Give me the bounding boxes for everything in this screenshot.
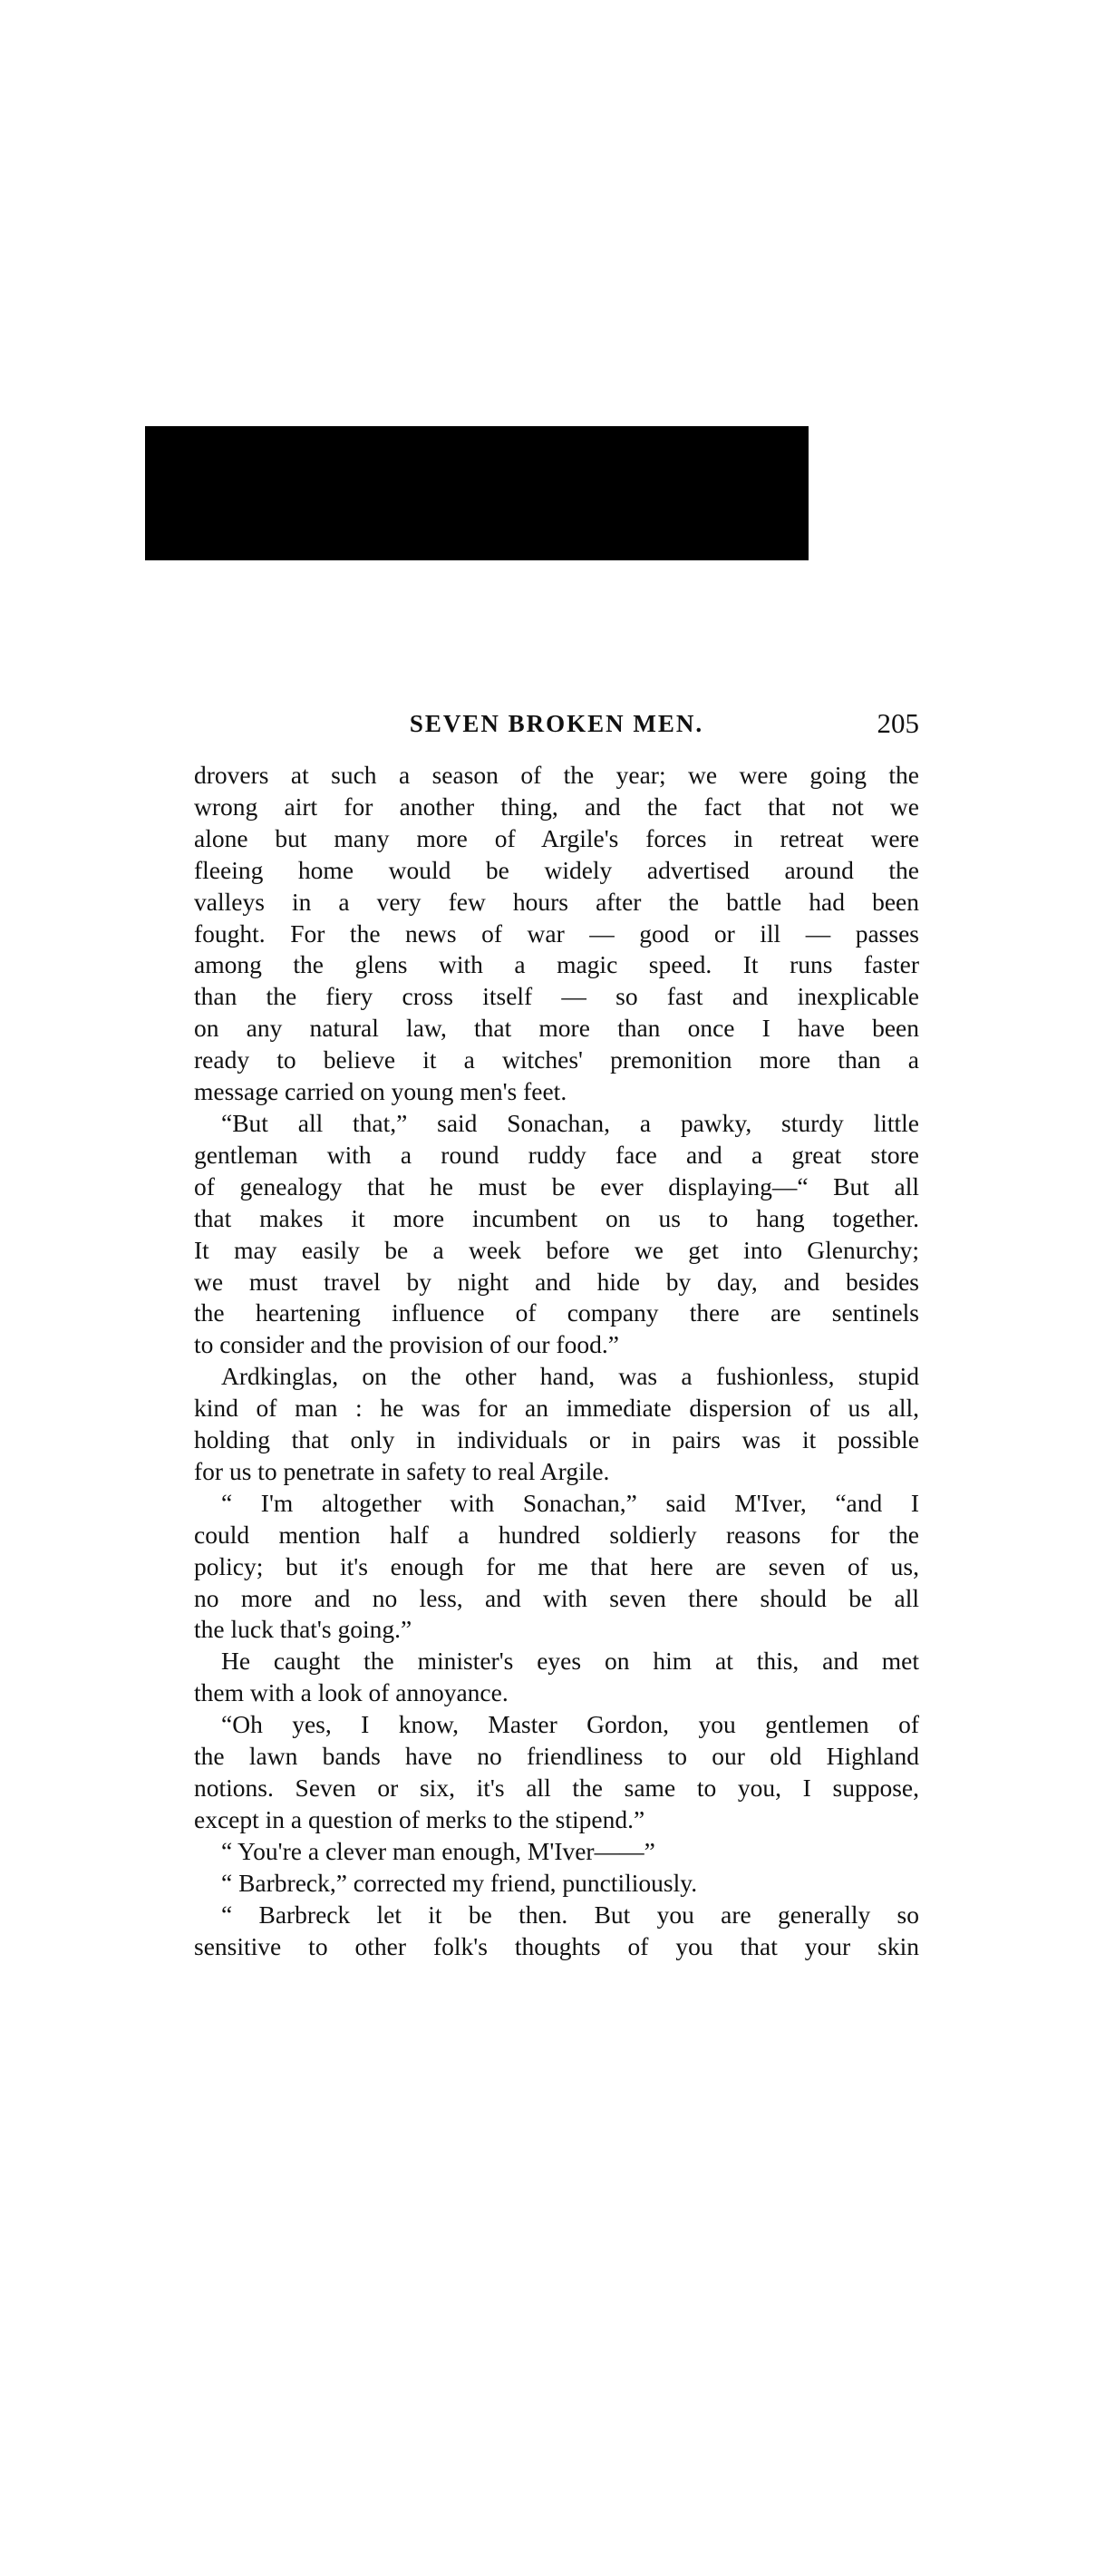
text-line: “ Barbreck,” corrected my friend, punctiliously. [221, 1868, 698, 1897]
text-line: alone but many more of Argile's forces in retreat were [194, 823, 919, 852]
text-line: kind of man : he was for an immediate dispersion of us all, [194, 1394, 919, 1423]
text-line: among the glens with a magic speed. It runs faster [194, 950, 919, 979]
text-line: the heartening influence of company there are sentinels [194, 1298, 919, 1327]
text-line: of genealogy that he must be ever displaying—“ But all [194, 1171, 919, 1201]
text-line: policy; but it's enough for me that here are seven of us, [194, 1551, 919, 1580]
text-line: fought. For the news of war — good or ill — passes [194, 919, 919, 948]
text-line: “ Barbreck let it be then. But you are generally so [221, 1900, 919, 1929]
text-line: on any natural law, that more than once I have been [194, 1014, 919, 1043]
text-line: “But all that,” said Sonachan, a pawky, sturdy little [221, 1108, 919, 1137]
text-line: that makes it more incumbent on us to hang together. [194, 1203, 919, 1232]
text-line: we must travel by night and hide by day, and besides [194, 1267, 919, 1296]
text-line: no more and no less, and with seven there should be all [194, 1583, 919, 1612]
redaction-block [145, 426, 809, 560]
text-line: except in a question of merks to the stipend.” [194, 1804, 645, 1833]
text-line: them with a look of annoyance. [194, 1678, 509, 1707]
text-line: for us to penetrate in safety to real Argile. [194, 1456, 610, 1485]
text-line: “ You're a clever man enough, M'Iver——” [221, 1836, 655, 1865]
page-number: 205 [877, 707, 919, 739]
running-title: SEVEN BROKEN MEN. [409, 710, 704, 737]
text-line: the lawn bands have no friendliness to our old Highland [194, 1742, 919, 1771]
text-line: fleeing home would be widely advertised around the [194, 855, 919, 884]
text-line: ready to believe it a witches' premonition more than a [194, 1045, 919, 1074]
text-line: It may easily be a week before we get into Glenurchy; [194, 1235, 919, 1264]
text-line: sensitive to other folk's thoughts of you that your skin [194, 1931, 919, 1960]
running-head [194, 704, 919, 744]
text-line: “Oh yes, I know, Master Gordon, you gentlemen of [221, 1710, 919, 1739]
text-line: notions. Seven or six, it's all the same to you, I suppose, [194, 1774, 919, 1802]
text-line: could mention half a hundred soldierly reasons for the [194, 1520, 919, 1549]
text-line: the luck that's going.” [194, 1615, 412, 1644]
text-line: He caught the minister's eyes on him at this, and met [221, 1647, 919, 1676]
text-line: Ardkinglas, on the other hand, was a fushionless, stupid [221, 1362, 919, 1391]
text-line: than the fiery cross itself — so fast and inexplicable [194, 982, 919, 1011]
text-line: gentleman with a round ruddy face and a great store [194, 1140, 919, 1169]
text-line: wrong airt for another thing, and the fact that not we [194, 792, 919, 821]
text-line: drovers at such a season of the year; we were going the [194, 761, 919, 789]
text-line: holding that only in individuals or in pairs was it possible [194, 1425, 919, 1454]
text-line: to consider and the provision of our food.” [194, 1330, 619, 1359]
text-line: “ I'm altogether with Sonachan,” said M'Iver, “and I [221, 1488, 919, 1517]
body-text [194, 760, 919, 1962]
text-line: message carried on young men's feet. [194, 1077, 567, 1106]
text-line: valleys in a very few hours after the battle had been [194, 887, 919, 916]
